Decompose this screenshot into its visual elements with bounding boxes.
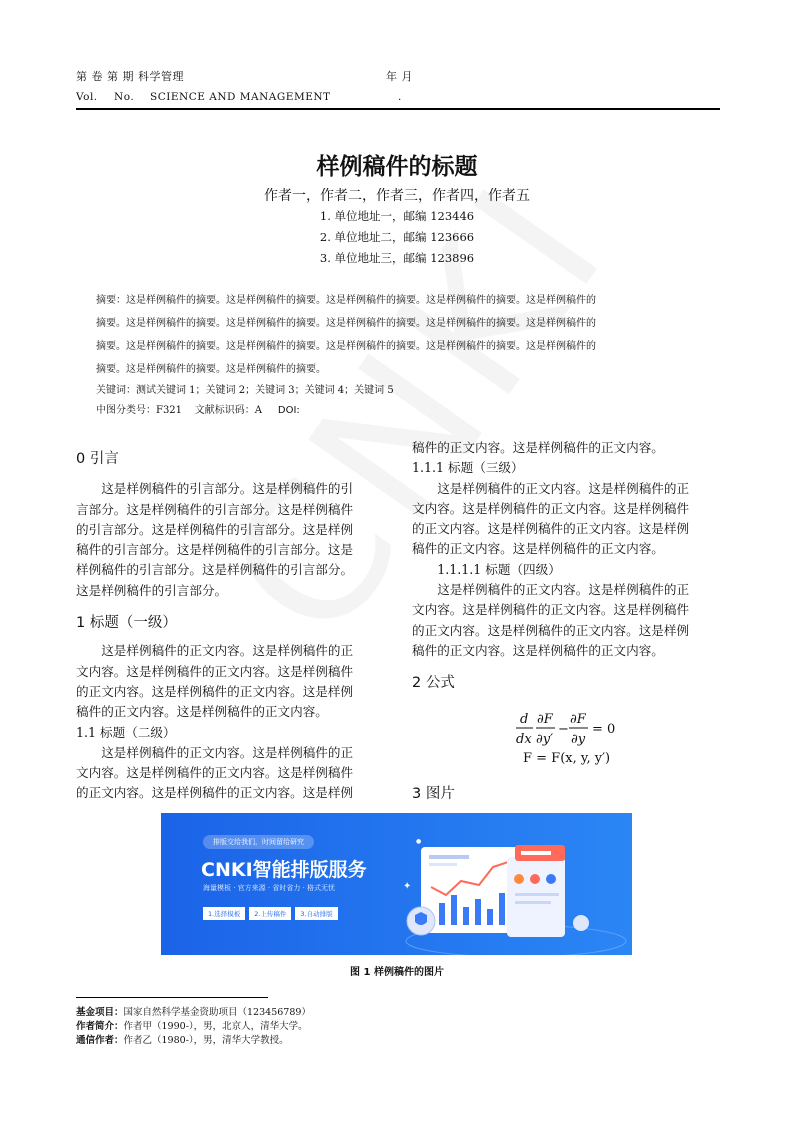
doi-label: DOI: (277, 405, 300, 416)
banner-subtitle: 海量模板 · 官方来源 · 省时省力 · 格式无忧 (203, 884, 336, 892)
text-line: 稿件的正文内容。这是样例稿件的正文内容。 (412, 541, 664, 557)
footnote-label: 通信作者： (76, 1035, 124, 1046)
body-paragraph (412, 479, 720, 560)
svg-text:∂F: ∂F (537, 712, 553, 727)
clc-label: 中图分类号： (96, 405, 156, 416)
text-line: 稿件的正文内容。这是样例稿件的正文内容。 (412, 642, 664, 658)
svg-text:∂y′: ∂y′ (536, 732, 554, 747)
footnote-label: 基金项目： (76, 1007, 124, 1018)
footnote-label: 作者简介： (76, 1021, 124, 1032)
affiliation-3: 3. 单位地址三，邮编 123896 (319, 251, 475, 265)
affiliation-2: 2. 单位地址二，邮编 123666 (319, 230, 475, 244)
header-year-month: 年 月 (386, 70, 413, 83)
abstract-label: 摘要： (96, 295, 126, 306)
heading-figure: 3 图片 (412, 786, 455, 802)
heading-intro: 0 引言 (76, 451, 119, 467)
footnote-funding (76, 1004, 311, 1018)
equation-svg (510, 709, 630, 749)
footnote-rule (76, 997, 268, 998)
banner-step: 2.上传稿件 (249, 907, 291, 920)
text-line: 的引言部分。这是样例稿件的引言部分。这是样例 (76, 521, 354, 537)
text-line: 的正文内容。这是样例稿件的正文内容。这是样例 (76, 785, 354, 801)
banner-steps (203, 907, 338, 920)
affiliation-1: 1. 单位地址一，邮编 123446 (319, 209, 475, 223)
text-line: 这是样例稿件的正文内容。这是样例稿件的正 (437, 582, 690, 598)
header-vol: Vol. (76, 91, 98, 103)
footnote-author-bio (76, 1018, 308, 1032)
text-line: 文内容。这是样例稿件的正文内容。这是样例稿件 (412, 602, 690, 618)
figure-caption: 图 1 样例稿件的图片 (350, 967, 444, 978)
keywords: 测试关键词 1；关键词 2；关键词 3；关键词 4；关键词 5 (136, 385, 394, 396)
abstract-line: 摘要。这是样例稿件的摘要。这是样例稿件的摘要。 (96, 364, 326, 375)
text-line: 稿件的正文内容。这是样例稿件的正文内容。 (76, 704, 328, 720)
svg-text:∂y: ∂y (571, 732, 586, 747)
equation-function: F = F(x, y, y′) (523, 751, 611, 766)
svg-text:∂F: ∂F (570, 712, 586, 727)
svg-text:✦: ✦ (403, 881, 412, 892)
abstract-line: 这是样例稿件的摘要。这是样例稿件的摘要。这是样例稿件的摘要。这是样例稿件的摘要。这是样例稿件的 (126, 295, 596, 306)
svg-text:dx: dx (516, 732, 532, 747)
text-line: 这是样例稿件的正文内容。这是样例稿件的正 (101, 744, 354, 760)
body-paragraph (76, 641, 384, 722)
text-line: 言部分。这是样例稿件的引言部分。这是样例稿件 (76, 501, 354, 517)
footnote-text: 作者乙（1980-），男，清华大学教授。 (123, 1035, 289, 1046)
text-line: 稿件的正文内容。这是样例稿件的正文内容。 (412, 440, 664, 455)
text-line: 稿件的引言部分。这是样例稿件的引言部分。这是 (76, 542, 354, 558)
text-line: 的正文内容。这是样例稿件的正文内容。这是样例 (412, 622, 690, 638)
abstract-line: 摘要。这是样例稿件的摘要。这是样例稿件的摘要。这是样例稿件的摘要。这是样例稿件的摘要。这是样例稿件的 (96, 341, 596, 352)
text-line: 这是样例稿件的引言部分。 (76, 582, 228, 598)
text-line: 的正文内容。这是样例稿件的正文内容。这是样例 (412, 521, 690, 537)
heading-level1: 1 标题（一级） (76, 615, 177, 632)
svg-text:●: ● (416, 838, 422, 845)
footnote-text: 国家自然科学基金资助项目（123456789） (123, 1007, 311, 1018)
svg-text:= 0: = 0 (592, 722, 616, 737)
paper-title: 样例稿件的标题 (316, 154, 478, 180)
body-paragraph (76, 743, 384, 804)
text-line: 这是样例稿件的正文内容。这是样例稿件的正 (437, 480, 690, 496)
footnote-text: 作者甲（1990-），男，北京人，清华大学。 (123, 1021, 308, 1032)
right-column (412, 438, 720, 694)
text-line: 文内容。这是样例稿件的正文内容。这是样例稿件 (76, 663, 354, 679)
banner-heading: CNKI智能排版服务 (201, 859, 367, 881)
svg-text:d: d (520, 712, 529, 727)
cnki-banner-image (161, 813, 632, 955)
svg-text:−: − (558, 722, 569, 737)
header-no: No. (114, 91, 135, 103)
body-paragraph (412, 580, 720, 661)
equation-euler-lagrange (510, 709, 630, 753)
abstract-line: 摘要。这是样例稿件的摘要。这是样例稿件的摘要。这是样例稿件的摘要。这是样例稿件的摘要。这是样例稿件的 (96, 318, 596, 329)
left-column (76, 449, 384, 804)
heading-level4: 1.1.1.1 标题（四级） (437, 561, 561, 577)
heading-level3: 1.1.1 标题（三级） (412, 460, 524, 476)
doc-code-label: 文献标识码： (194, 405, 255, 416)
text-line: 文内容。这是样例稿件的正文内容。这是样例稿件 (412, 500, 690, 516)
header-issue: 第 卷 第 期 科学管理 (76, 70, 184, 83)
text-line: 这是样例稿件的引言部分。这是样例稿件的引 (101, 481, 354, 497)
clc-value: F321 (156, 405, 183, 416)
banner-pill: 排版交给我们，时间留给研究 (203, 835, 314, 849)
heading-level2: 1.1 标题（二级） (76, 724, 176, 740)
text-line: 的正文内容。这是样例稿件的正文内容。这是样例 (76, 683, 354, 699)
keywords-label: 关键词： (96, 385, 136, 396)
heading-formula: 2 公式 (412, 675, 455, 692)
intro-paragraph (76, 479, 384, 601)
text-line: 样例稿件的引言部分。这是样例稿件的引言部分。 (76, 562, 354, 578)
header-journal: SCIENCE AND MANAGEMENT (150, 91, 331, 103)
header-rule (76, 108, 720, 110)
text-line: 这是样例稿件的正文内容。这是样例稿件的正 (101, 643, 354, 659)
doc-code-value: A (254, 405, 262, 416)
banner-step: 1.选择模板 (203, 907, 245, 920)
header-dot: . (398, 91, 402, 103)
text-line: 文内容。这是样例稿件的正文内容。这是样例稿件 (76, 765, 354, 781)
banner-illustration (391, 823, 632, 955)
banner-step: 3.自动排版 (295, 907, 337, 920)
author-list: 作者一，作者二，作者三，作者四，作者五 (264, 188, 530, 204)
abstract (96, 289, 706, 421)
footnote-corresponding (76, 1032, 289, 1046)
